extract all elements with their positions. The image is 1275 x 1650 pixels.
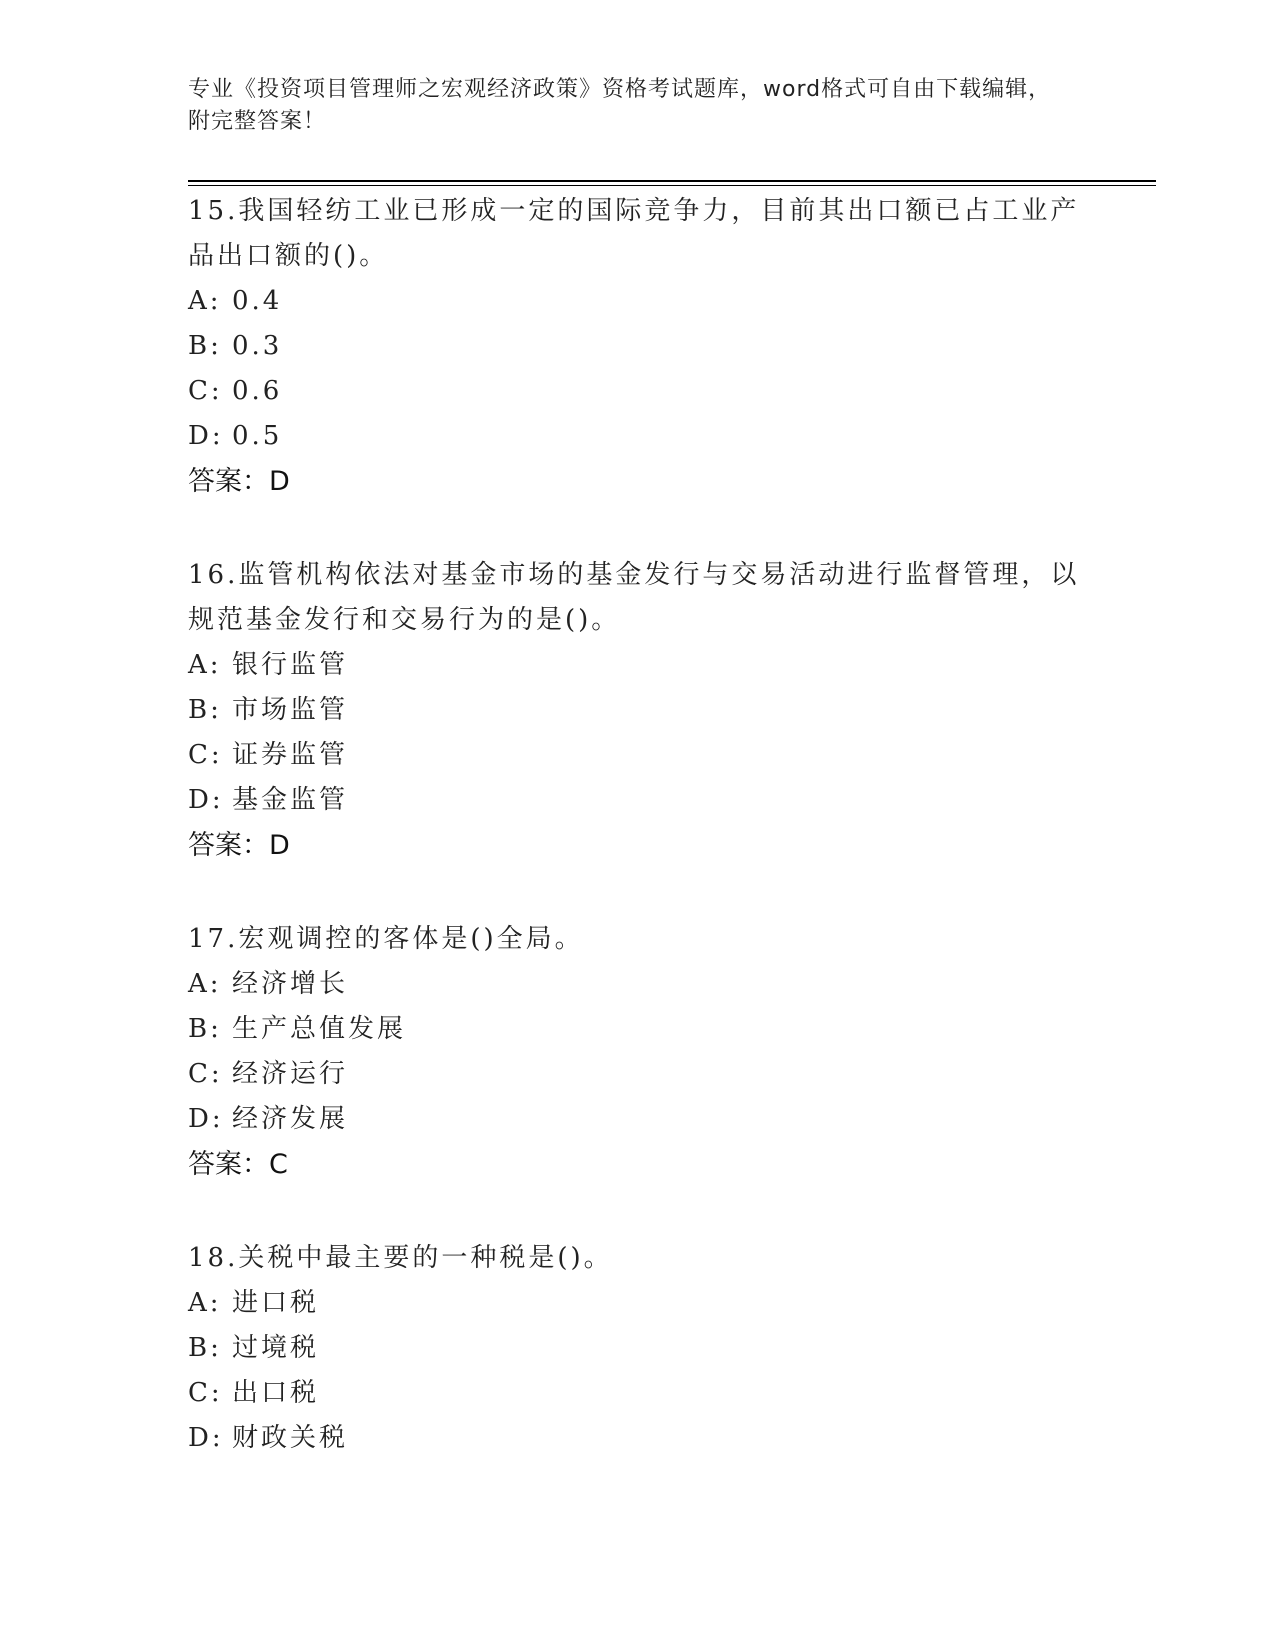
- option-text: 0.3: [232, 331, 283, 361]
- option-b: [188, 1326, 1088, 1371]
- question-18: [188, 1236, 1088, 1461]
- option-d: [188, 414, 1088, 459]
- option-a: [188, 962, 1088, 1007]
- answer-line: 答案：D: [188, 466, 290, 497]
- question-17: [188, 917, 1088, 1187]
- option-text: 财政关税: [232, 1423, 349, 1453]
- header-divider-thick: [188, 180, 1156, 182]
- option-c: [188, 1371, 1088, 1416]
- option-key: B:: [188, 331, 222, 361]
- option-text: 0.5: [232, 421, 283, 451]
- option-text: 证券监管: [232, 740, 349, 770]
- option-d: [188, 1416, 1088, 1461]
- option-text: 经济发展: [232, 1104, 349, 1134]
- option-key: A:: [188, 1288, 222, 1318]
- option-key: A:: [188, 286, 222, 316]
- option-text: 市场监管: [232, 695, 349, 725]
- option-key: A:: [188, 969, 222, 999]
- answer-line: 答案：D: [188, 830, 290, 861]
- header-divider-thin: [188, 185, 1156, 186]
- option-key: A:: [188, 650, 222, 680]
- option-key: C:: [188, 740, 223, 770]
- question-stem: 17.宏观调控的客体是()全局。: [188, 924, 584, 954]
- option-text: 0.4: [232, 286, 283, 316]
- option-key: C:: [188, 1378, 223, 1408]
- option-c: [188, 733, 1088, 778]
- option-text: 出口税: [232, 1378, 320, 1408]
- option-key: B:: [188, 1014, 222, 1044]
- question-stem: 18.关税中最主要的一种税是()。: [188, 1243, 613, 1273]
- option-text: 银行监管: [232, 650, 349, 680]
- option-key: B:: [188, 695, 222, 725]
- option-d: [188, 1097, 1088, 1142]
- option-a: [188, 1281, 1088, 1326]
- option-c: [188, 369, 1088, 414]
- document-header: 专业《投资项目管理师之宏观经济政策》资格考试题库，word格式可自由下载编辑，附完整答案！: [188, 77, 1052, 134]
- question-stem: 16.监管机构依法对基金市场的基金发行与交易活动进行监督管理，以规范基金发行和交易行为的是()。: [188, 560, 1080, 635]
- option-key: C:: [188, 1059, 223, 1089]
- answer-line: 答案：C: [188, 1149, 288, 1180]
- option-a: [188, 279, 1088, 324]
- option-text: 过境税: [232, 1333, 320, 1363]
- option-key: D:: [188, 1104, 224, 1134]
- option-key: D:: [188, 421, 224, 451]
- question-stem: 15.我国轻纺工业已形成一定的国际竞争力，目前其出口额已占工业产品出口额的()。: [188, 196, 1080, 271]
- option-text: 经济运行: [232, 1059, 349, 1089]
- option-d: [188, 778, 1088, 823]
- option-b: [188, 324, 1088, 369]
- option-text: 基金监管: [232, 785, 349, 815]
- option-key: D:: [188, 785, 224, 815]
- option-text: 经济增长: [232, 969, 349, 999]
- option-c: [188, 1052, 1088, 1097]
- option-text: 进口税: [232, 1288, 320, 1318]
- question-15: [188, 189, 1088, 504]
- option-key: D:: [188, 1423, 224, 1453]
- option-text: 生产总值发展: [232, 1014, 407, 1044]
- question-16: [188, 553, 1088, 868]
- option-b: [188, 1007, 1088, 1052]
- option-b: [188, 688, 1088, 733]
- option-key: C:: [188, 376, 223, 406]
- option-key: B:: [188, 1333, 222, 1363]
- option-text: 0.6: [232, 376, 283, 406]
- option-a: [188, 643, 1088, 688]
